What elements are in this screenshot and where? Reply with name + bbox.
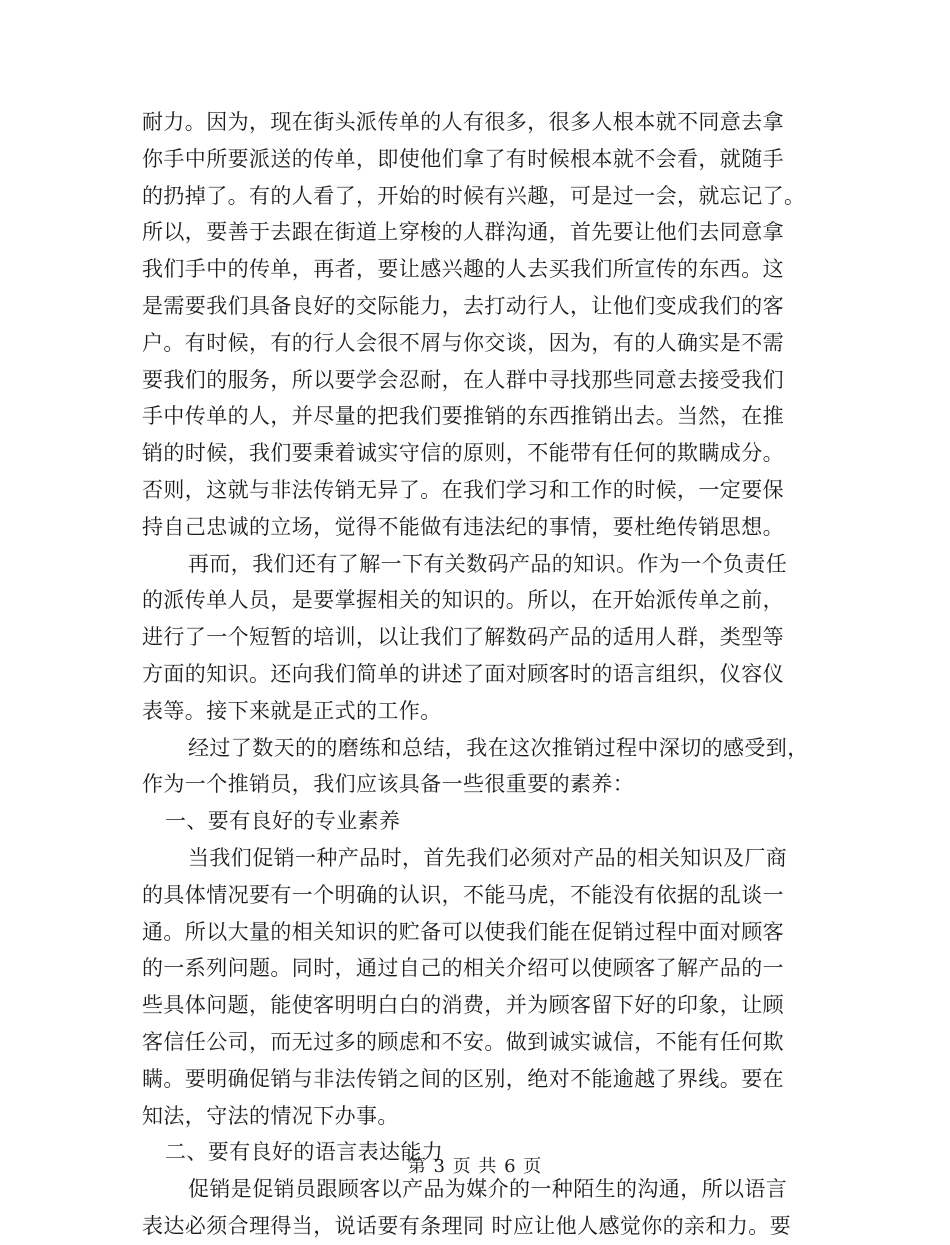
page-footer: 第 3 页 共 6 页 [407, 1156, 543, 1177]
text-line: 的具体情况要有一个明确的认识，不能马虎，不能没有依据的乱谈一 [142, 882, 784, 907]
text-line: 要我们的服务，所以要学会忍耐，在人群中寻找那些同意去接受我们 [142, 367, 784, 392]
text-line: 知法，守法的情况下办事。 [142, 1103, 399, 1128]
text-line: 销的时候，我们要秉着诚实守信的原则，不能带有任何的欺瞒成分。 [142, 441, 784, 466]
text-line: 是需要我们具备良好的交际能力，去打动行人，让他们变成我们的客 [142, 293, 784, 318]
text-line: 手中传单的人，并尽量的把我们要推销的东西推销出去。当然，在推 [142, 404, 784, 429]
text-line: 表等。接下来就是正式的工作。 [142, 698, 442, 723]
text-line: 些具体问题，能使客明明白白的消费，并为顾客留下好的印象，让顾 [142, 993, 784, 1018]
text-line: 表达必须合理得当，说话要有条理同 时应让他人感觉你的亲和力。要 [142, 1213, 792, 1238]
text-line: 户。有时候，有的行人会很不屑与你交谈，因为，有的人确实是不需 [142, 330, 784, 355]
text-line: 瞒。要明确促销与非法传销之间的区别，绝对不能逾越了界线。要在 [142, 1066, 784, 1091]
text-line: 我们手中的传单，再者，要让感兴趣的人去买我们所宣传的东西。这 [142, 257, 784, 282]
text-line: 的派传单人员，是要掌握相关的知识的。所以，在开始派传单之前， [142, 588, 784, 613]
section-heading: 二、要有良好的语言表达能力 [165, 1140, 444, 1165]
text-line: 当我们促销一种产品时，首先我们必须对产品的相关知识及厂商 [188, 845, 788, 870]
text-line: 进行了一个短暂的培训，以让我们了解数码产品的适用人群，类型等 [142, 625, 784, 650]
text-line: 促销是促销员跟顾客以产品为媒介的一种陌生的沟通，所以语言 [188, 1177, 788, 1202]
text-line: 再而，我们还有了解一下有关数码产品的知识。作为一个负责任 [188, 551, 788, 576]
text-line: 耐力。因为，现在街头派传单的人有很多，很多人根本就不同意去拿 [142, 110, 784, 134]
text-line: 你手中所要派送的传单，即使他们拿了有时候根本就不会看，就随手 [142, 146, 784, 171]
text-line: 通。所以大量的相关知识的贮备可以使我们能在促销过程中面对顾客 [142, 919, 784, 944]
text-line: 所以，要善于去跟在街道上穿梭的人群沟通，首先要让他们去同意拿 [142, 220, 784, 245]
text-line: 客信任公司，而无过多的顾虑和不安。做到诚实诚信，不能有任何欺 [142, 1029, 784, 1054]
section-heading: 一、要有良好的专业素养 [165, 809, 401, 834]
document-body [142, 104, 807, 1245]
text-line: 的扔掉了。有的人看了，开始的时候有兴趣，可是过一会，就忘记了。 [142, 183, 806, 208]
text-line: 持自己忠诚的立场，觉得不能做有违法纪的事情，要杜绝传销思想。 [142, 514, 784, 539]
text-line: 否则，这就与非法传销无异了。在我们学习和工作的时候，一定要保 [142, 477, 784, 502]
text-line: 经过了数天的的磨练和总结，我在这次推销过程中深切的感受到， [188, 735, 809, 760]
text-line: 作为一个推销员，我们应该具备一些很重要的素养： [142, 772, 635, 797]
text-line: 方面的知识。还向我们简单的讲述了面对顾客时的语言组织，仪容仪 [142, 661, 784, 686]
text-line: 的一系列问题。同时，通过自己的相关介绍可以使顾客了解产品的一 [142, 956, 784, 981]
